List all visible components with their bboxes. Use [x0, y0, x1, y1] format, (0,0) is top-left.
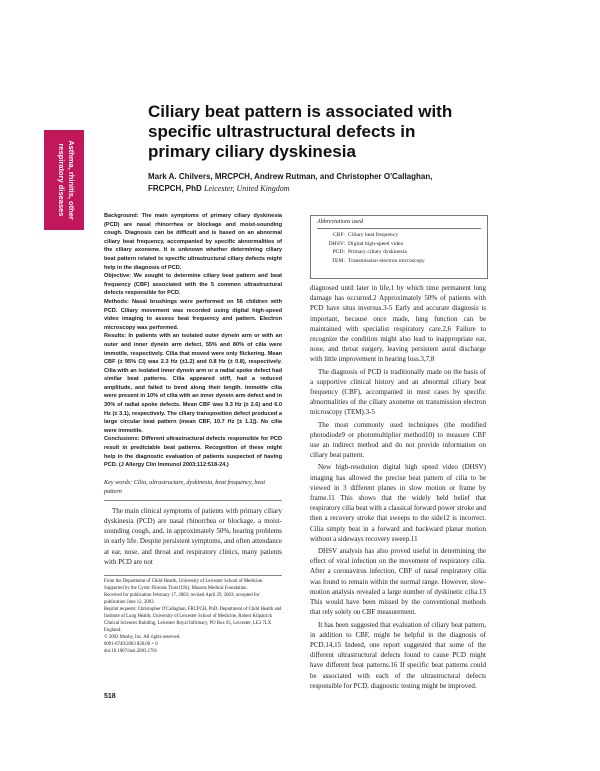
- author-block: [148, 171, 448, 195]
- abbreviation-row: [317, 231, 425, 240]
- intro-text: The main clinical symptoms of patients with primary ciliary dyskinesia (PCD) are nasal rhinorrhea or blockage, a moist-sounding cough, and, in approximately 50%, hearing problems in early life. Despite persistent symptoms, and often attendance at ear, nose, and throat and respiratory clinics, many patients with PCD are not: [104, 506, 282, 566]
- intro-paragraph: [104, 506, 282, 567]
- footnote: Supported by the Cystic Fibrosis Trust (UK), Masons Medical Foundation.: [104, 586, 248, 591]
- right-column: [310, 283, 486, 691]
- abbreviation-row: [317, 248, 425, 257]
- footnote: © 2003 Mosby, Inc. All rights reserved.: [104, 635, 181, 640]
- abbreviations-divider: [317, 228, 481, 229]
- article-title: Ciliary beat pattern is associated with specific ultrastructural defects in primary ciliary dyskinesia: [148, 102, 453, 161]
- abbreviation-term: PCD:: [332, 249, 345, 255]
- body-paragraph: diagnosed until later in life,1 by which time permanent lung damage has occurred.2 Approximately 50% of patients with PCD have situs inversus.3-5 Early and accurate diagnosis is important, because once made, lung function can be maintained with specialist respiratory care.2,6 Failure to recognize the condition might also lead to inappropriate ear, nose, and throat surgery, leaving persistent aural discharge with little improvement in hearing loss.3,7,8: [310, 284, 486, 364]
- author-affiliation: Leicester, United Kingdom: [204, 184, 290, 193]
- footnote: Received for publication February 17, 2003; revised April 29, 2003; accepted for publication June 12, 2003.: [104, 593, 260, 605]
- abbreviation-definition: Ciliary beat frequency: [348, 232, 399, 238]
- body-paragraph: DHSV analysis has also proved useful in determining the effect of viral infection on the movement of respiratory cilia. After a coronavirus infection, CBF of nasal respiratory cilia was found to remain within the normal range. However, slow-motion analysis revealed a large number of dyskinetic cilia.13 This would have been missed by the conventional methods that rely solely on CBF measurement.: [310, 547, 486, 617]
- abstract-methods: Methods: Nasal brushings were performed on 56 children with PCD. Ciliary movement was recorded using digital high-speed video imaging to assess beat frequency and pattern. Electron microscopy was performed.: [104, 298, 282, 331]
- left-column: [104, 212, 282, 567]
- abbreviations-title: Abbreviations used: [317, 219, 363, 225]
- body-paragraph: The most commonly used techniques (the modified photodiode9 or photomultiplier method10) to measure CBF use an indirect method and do not provide information on ciliary beat pattern.: [310, 420, 486, 460]
- abstract-objective: Objective: We sought to determine ciliary beat pattern and beat frequency (CBF) associated with the 5 common ultrastructural defects responsible for PCD.: [104, 273, 282, 297]
- abstract-conclusions: Conclusions: Different ultrastructural defects responsible for PCD result in predictable beat patterns. Recognition of these might help in the diagnostic evaluation of patients suspected of having PCD. (J Allergy Clin Immunol 2003;112:518-24.): [104, 436, 282, 469]
- abbreviation-term: TEM:: [331, 257, 345, 264]
- abbreviation-definition: Primary ciliary dyskinesia: [348, 249, 407, 255]
- keywords-text: Cilia, ultrastructure, dyskinesia, beat frequency, beat pattern: [104, 478, 266, 495]
- abbreviation-term: CBF:: [332, 232, 345, 238]
- footnote: Reprint requests: Christopher O'Callaghan, FRCPCH, PhD, Department of Child Health and Institute of Lung Health, University of Leicester School of Medicine, Robert Kilpatrick Clinical Sciences Building, Leicester Royal Infirmary, PO Box 65, Leicester, LE2 7LX England.: [104, 607, 282, 633]
- abbreviation-definition: Digital high-speed video: [348, 240, 404, 247]
- body-paragraph: It has been suggested that evaluation of ciliary beat pattern, in addition to CBF, might be helpful in the diagnosis of PCD.14,15 Indeed, one report suggested that some of the different ultrastructural defects found to cause PCD might have different beat patterns.16 If specific beat patterns could be associated with each of the ultrastructural defects responsible for PCD, diagnostic testing might be improved.: [310, 620, 486, 690]
- abstract-results: Results: In patients with an isolated outer dynein arm or with an outer and inner dynein arm defect, 55% and 80% of cilia were immotile, respectively. Cilia that moved were only flickering. Mean CBF (± 95% CI) was 2.3 Hz (±1.2) and 0.8 Hz (± 0.8), respectively. Cilia with an isolated inner dynein arm or a radial spoke defect had similar beat patterns. Cilia appeared stiff, had a reduced amplitude, and failed to bend along their length. Immotile cilia were present in 10% of cilia with an inner dynein arm defect and in 30% of radial spoke defects. Mean CBF was 9.3 Hz (± 2.6) and 6.0 Hz (± 3.1), respectively. The ciliary transposition defect produced a large circular beat pattern (mean CBF, 10.7 Hz [± 1.1]). No cilia were immotile.: [104, 333, 282, 434]
- page-number: 518: [104, 693, 116, 700]
- abbreviation-row: [317, 257, 425, 266]
- keywords-label: Key words:: [104, 478, 133, 486]
- footnote: 0091-6749/2003 $30.00 + 0: [104, 642, 158, 647]
- abbreviation-definition: Transmission electron microscopy: [348, 257, 425, 264]
- body-text: [310, 283, 486, 691]
- footnotes: [104, 575, 282, 655]
- section-tab-label: Asthma, rhinitis, other respiratory diseases: [57, 140, 76, 220]
- abbreviations-box: [310, 215, 488, 279]
- author-names: Mark A. Chilvers, MRCPCH, Andrew Rutman, and Christopher O'Callaghan, FRCPCH, PhD: [148, 172, 433, 193]
- abstract: [104, 212, 282, 470]
- body-paragraph: New high-resolution digital high speed video (DHSV) imaging has allowed the precise beat pattern of cilia to be viewed in 3 different planes in slow motion or frame by frame.11 This shows that the widely held belief that respiratory cilia beat with a classical forward power stroke and then a recovery stroke that sweeps to the side12 is incorrect. Cilia simply beat in a forward and backward planar motion without a sideways recovery sweep.11: [310, 463, 486, 543]
- body-paragraph: The diagnosis of PCD is traditionally made on the basis of a supportive clinical history and an abnormal ciliary beat frequency (CBF), accompanied in most cases by specific abnormalities of the ciliary axoneme on transmission electron microscopy (TEM).3-5: [310, 367, 486, 417]
- abbreviation-term: DHSV:: [328, 240, 345, 247]
- footnote: doi:10.1067/mai.2003.1701: [104, 649, 158, 654]
- abbreviations-list: [317, 231, 425, 265]
- abbreviation-row: [317, 240, 425, 249]
- keywords: [104, 478, 282, 501]
- abstract-background: Background: The main symptoms of primary ciliary dyskinesia (PCD) are nasal rhinorrhea or blockage and moist-sounding cough. Diagnosis can be difficult and is based on an abnormal ciliary beat frequency, accompanied by specific abnormalities of the ciliary axoneme. It is unknown whether determining ciliary beat pattern related to specific ultrastructural ciliary defects might help in the diagnosis of PCD.: [104, 213, 282, 271]
- footnote: From the Department of Child Health, University of Leicester School of Medicine.: [104, 579, 264, 584]
